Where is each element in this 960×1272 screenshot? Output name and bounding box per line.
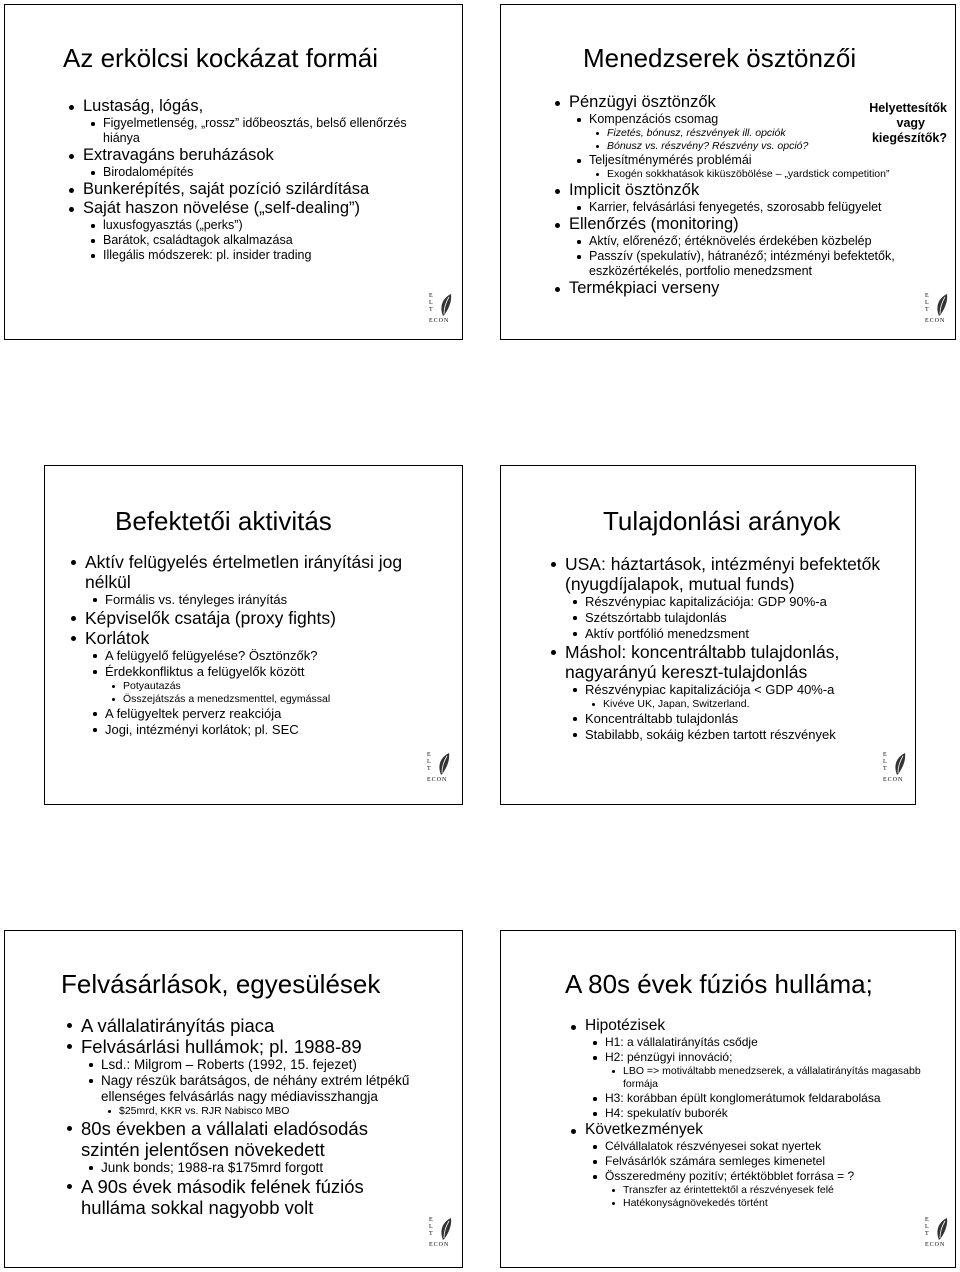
bullet-text: Felvásárlók számára semleges kimenetel: [605, 1154, 826, 1168]
logo-econ-word: [925, 318, 945, 324]
bullet-level-2: [103, 248, 433, 263]
logo-letter: E: [429, 1242, 434, 1248]
logo-econ-word: [925, 1242, 945, 1248]
bullet-text: Birodalomépítés: [103, 165, 194, 179]
bullet-level-2: [105, 706, 420, 722]
bullet-level-2: [605, 1035, 921, 1050]
bullet-text: Képviselők csatája (proxy fights): [85, 608, 336, 628]
bullet-level-2: [589, 112, 919, 127]
bullet-level-2: [605, 1106, 921, 1121]
logo-letters: [883, 752, 889, 780]
elte-econ-logo: [429, 293, 457, 325]
bullet-text: Nagy részük barátságos, de néhány extrém létpékű ellenséges felvásárlás nagy médiavisszhangja: [101, 1073, 410, 1104]
bullet-text: Kivéve UK, Japan, Switzerland.: [603, 698, 750, 710]
bullet-level-1: [81, 1176, 423, 1218]
logo-letters: [429, 293, 435, 321]
logo-econ-word: [427, 777, 447, 783]
bullet-text: Stabilabb, sokáig kézben tartott részvények: [585, 727, 836, 742]
bullet-text: Korlátok: [85, 628, 150, 648]
slide-title: Felvásárlások, egyesülések: [61, 969, 381, 999]
bullet-level-2: [103, 218, 433, 233]
bullet-text: USA: háztartások, intézményi befektetők (nyugdíjalapok, mutual funds): [565, 554, 881, 594]
bullet-text: Pénzügyi ösztönzők: [569, 93, 716, 111]
logo-letter: L: [883, 759, 887, 765]
bullet-level-1: [81, 1015, 423, 1036]
bullet-text: Összeredmény pozitív; értéktöbblet forrása = ?: [605, 1169, 855, 1183]
logo-letter: E: [925, 293, 929, 299]
bullet-text: A felügyeltek perverz reakciója: [105, 706, 282, 721]
leaf-icon: [893, 752, 907, 776]
bullet-level-1: [83, 199, 433, 218]
bullet-text: Teljesítménymérés problémái: [589, 153, 752, 167]
bullet-level-3: [623, 1065, 921, 1091]
logo-word: CON: [929, 318, 946, 324]
logo-letter: E: [427, 752, 431, 758]
logo-letters: [429, 1217, 435, 1245]
bullet-level-1: [85, 552, 420, 592]
bullet-level-2: [105, 592, 420, 608]
slide-6: [500, 930, 956, 1268]
bullet-text: luxusfogyasztás („perks”): [103, 218, 243, 232]
slide-title: Tulajdonlási arányok: [603, 506, 841, 536]
bullet-level-2: [585, 711, 885, 727]
callout-line: kiegészítők?: [871, 131, 947, 145]
bullet-text: Célvállalatok részvényesei sokat nyertek: [605, 1139, 822, 1153]
bullet-text: Lsd.: Milgrom – Roberts (1992, 15. fejezet): [101, 1057, 357, 1072]
logo-letter: E: [883, 752, 887, 758]
bullet-level-2: [585, 682, 885, 698]
bullet-level-2: [605, 1091, 921, 1106]
slide-body: [65, 552, 420, 738]
logo-letter: E: [925, 318, 930, 324]
bullet-text: Aktív portfólió menedzsment: [585, 626, 750, 641]
bullet-level-3: [119, 1105, 423, 1118]
slide-body: [61, 1015, 423, 1218]
bullet-text: Formális vs. tényleges irányítás: [105, 592, 288, 607]
bullet-level-2: [585, 626, 885, 642]
slide-2: [500, 4, 956, 340]
bullet-level-1: [569, 93, 919, 112]
bullet-text: Fizetés, bónusz, részvények ill. opciók: [607, 127, 786, 139]
elte-econ-logo: [925, 1217, 953, 1249]
bullet-level-2: [605, 1154, 921, 1169]
bullet-level-1: [83, 97, 433, 116]
bullet-level-2: [101, 1160, 423, 1176]
bullet-level-2: [585, 610, 885, 626]
logo-letter: L: [429, 300, 433, 306]
bullet-text: Ellenőrzés (monitoring): [569, 215, 739, 233]
bullet-level-3: [607, 168, 919, 181]
bullet-text: Exogén sokkhatások kiküszöbölése – „yardstick competition”: [607, 168, 890, 180]
slide-3: [44, 465, 463, 805]
bullet-text: Karrier, felvásárlási fenyegetés, szorosabb felügyelet: [589, 200, 882, 214]
bullet-text: $25mrd, KKR vs. RJR Nabisco MBO: [119, 1105, 290, 1117]
logo-word: CON: [433, 1242, 450, 1248]
slide-body: [549, 93, 919, 298]
bullet-text: Kompenzációs csomag: [589, 112, 719, 126]
leaf-icon: [935, 1217, 949, 1241]
bullet-level-2: [105, 648, 420, 664]
logo-letter: E: [429, 1217, 433, 1223]
bullet-level-2: [103, 116, 433, 146]
logo-letter: E: [925, 1217, 929, 1223]
bullet-level-1: [569, 279, 919, 298]
bullet-text: Extravagáns beruházások: [83, 146, 274, 164]
elte-econ-logo: [429, 1217, 457, 1249]
leaf-icon: [439, 293, 453, 317]
bullet-level-2: [105, 722, 420, 738]
logo-letter: E: [429, 318, 434, 324]
bullet-level-1: [565, 642, 885, 682]
slide-title: Az erkölcsi kockázat formái: [63, 43, 378, 73]
bullet-text: A 90s évek második felének fúziós hulláma sokkal nagyobb volt: [81, 1176, 364, 1218]
callout-line: vagy: [896, 116, 925, 130]
bullet-level-1: [585, 1017, 921, 1035]
logo-letter: T: [429, 307, 433, 313]
bullet-text: Transzfer az érintettektől a részvényesek felé: [623, 1184, 834, 1196]
leaf-icon: [935, 293, 949, 317]
bullet-text: A felügyelő felügyelése? Ösztönzők?: [105, 648, 318, 663]
bullet-level-1: [585, 1121, 921, 1139]
bullet-text: LBO => motiváltabb menedzserek, a vállalatirányítás magasabb formája: [623, 1065, 921, 1090]
logo-letters: [925, 293, 931, 321]
bullet-text: Szétszórtabb tulajdonlás: [585, 610, 727, 625]
bullet-text: Hipotézisek: [585, 1017, 666, 1034]
slide-4: [500, 465, 916, 805]
bullet-level-2: [605, 1050, 921, 1065]
bullet-level-1: [81, 1118, 423, 1160]
slide-title: A 80s évek fúziós hulláma;: [565, 969, 873, 999]
bullet-level-1: [83, 180, 433, 199]
slide-body: [565, 1017, 921, 1210]
bullet-level-2: [585, 727, 885, 743]
bullet-text: Termékpiaci verseny: [569, 279, 720, 297]
bullet-text: Következmények: [585, 1121, 704, 1138]
bullet-level-3: [123, 693, 420, 706]
logo-letter: L: [427, 759, 431, 765]
bullet-text: Implicit ösztönzők: [569, 181, 700, 199]
bullet-level-3: [603, 698, 885, 711]
bullet-text: Bunkerépítés, saját pozíció szilárdítása: [83, 180, 370, 198]
logo-letter: T: [429, 1231, 433, 1237]
bullet-text: H1: a vállalatirányítás csődje: [605, 1035, 758, 1049]
leaf-icon: [437, 752, 451, 776]
bullet-level-2: [589, 249, 919, 279]
bullet-text: Junk bonds; 1988-ra $175mrd forgott: [101, 1160, 324, 1175]
bullet-text: H2: pénzügyi innováció;: [605, 1050, 733, 1064]
logo-letter: E: [427, 777, 432, 783]
callout-line: Helyettesítők: [869, 101, 947, 115]
elte-econ-logo: [883, 752, 911, 784]
bullet-level-3: [123, 680, 420, 693]
bullet-text: Jogi, intézményi korlátok; pl. SEC: [105, 722, 299, 737]
bullet-text: Máshol: koncentráltabb tulajdonlás, nagyarányú kereszt-tulajdonlás: [565, 642, 840, 682]
bullet-text: H4: spekulatív buborék: [605, 1106, 728, 1120]
logo-letter: E: [925, 1242, 930, 1248]
bullet-level-1: [85, 608, 420, 628]
logo-word: CON: [433, 318, 450, 324]
bullet-text: Barátok, családtagok alkalmazása: [103, 233, 293, 247]
bullet-text: Illegális módszerek: pl. insider trading: [103, 248, 312, 262]
bullet-level-2: [105, 664, 420, 680]
bullet-text: Aktív felügyelés értelmetlen irányítási jog nélkül: [85, 552, 403, 592]
bullet-level-2: [101, 1073, 423, 1105]
bullet-level-2: [605, 1169, 921, 1184]
logo-word: CON: [929, 1242, 946, 1248]
logo-econ-word: [429, 318, 449, 324]
bullet-level-2: [605, 1139, 921, 1154]
bullet-text: Koncentráltabb tulajdonlás: [585, 711, 739, 726]
slide-body: [63, 97, 433, 263]
bullet-level-1: [565, 554, 885, 594]
slide-title: Menedzserek ösztönzői: [583, 43, 857, 73]
bullet-level-3: [607, 140, 919, 153]
bullet-level-2: [101, 1057, 423, 1073]
logo-word: CON: [887, 777, 904, 783]
logo-letters: [925, 1217, 931, 1245]
bullet-text: Hatékonyságnövekedés történt: [623, 1197, 768, 1209]
bullet-level-1: [85, 628, 420, 648]
slide-5: [4, 930, 463, 1268]
bullet-level-2: [589, 234, 919, 249]
bullet-text: Érdekkonfliktus a felügyelők között: [105, 664, 305, 679]
bullet-level-3: [623, 1197, 921, 1210]
logo-letter: E: [429, 293, 433, 299]
bullet-level-2: [589, 200, 919, 215]
bullet-level-1: [569, 215, 919, 234]
slide-body: [545, 554, 885, 743]
logo-econ-word: [883, 777, 903, 783]
logo-letter: L: [429, 1224, 433, 1230]
bullet-level-1: [83, 146, 433, 165]
bullet-text: Lustaság, lógás,: [83, 97, 204, 115]
bullet-text: Részvénypiac kapitalizációja < GDP 40%-a: [585, 682, 835, 697]
bullet-text: Figyelmetlenség, „rossz” időbeosztás, belső ellenőrzés hiánya: [103, 116, 407, 145]
bullet-level-2: [103, 165, 433, 180]
bullet-level-3: [623, 1184, 921, 1197]
logo-letter: L: [925, 1224, 929, 1230]
bullet-text: A vállalatirányítás piaca: [81, 1015, 275, 1036]
bullet-text: Bónusz vs. részvény? Részvény vs. opció?: [607, 140, 809, 152]
bullet-level-1: [81, 1036, 423, 1057]
bullet-text: Részvénypiac kapitalizációja: GDP 90%-a: [585, 594, 827, 609]
bullet-text: Felvásárlási hullámok; pl. 1988-89: [81, 1036, 362, 1057]
elte-econ-logo: [925, 293, 953, 325]
bullet-text: Saját haszon növelése („self-dealing”): [83, 199, 360, 217]
logo-letter: E: [883, 777, 888, 783]
bullet-text: 80s években a vállalati eladósodás szintén jelentősen növekedett: [81, 1118, 368, 1160]
bullet-text: Összejátszás a menedzsmenttel, egymással: [123, 693, 331, 705]
bullet-text: Passzív (spekulatív), hátranéző; intézményi befektetők, eszközértékelés, portfolio menedzsment: [589, 249, 895, 278]
bullet-level-2: [103, 233, 433, 248]
logo-letter: T: [883, 766, 887, 772]
bullet-text: Potyautazás: [123, 680, 181, 692]
logo-letter: T: [925, 307, 929, 313]
bullet-level-2: [585, 594, 885, 610]
bullet-level-3: [607, 127, 919, 140]
bullet-text: H3: korábban épült konglomerátumok feldarabolása: [605, 1091, 881, 1105]
slide-title: Befektetői aktivitás: [115, 506, 332, 536]
logo-letter: T: [925, 1231, 929, 1237]
logo-letter: L: [925, 300, 929, 306]
elte-econ-logo: [427, 752, 455, 784]
bullet-level-1: [569, 181, 919, 200]
logo-letter: T: [427, 766, 431, 772]
bullet-text: Aktív, előrenéző; értéknövelés érdekében közbelép: [589, 234, 872, 248]
logo-econ-word: [429, 1242, 449, 1248]
bullet-level-2: [589, 153, 919, 168]
slide-1: [4, 4, 463, 340]
logo-letters: [427, 752, 433, 780]
logo-word: CON: [431, 777, 448, 783]
leaf-icon: [439, 1217, 453, 1241]
